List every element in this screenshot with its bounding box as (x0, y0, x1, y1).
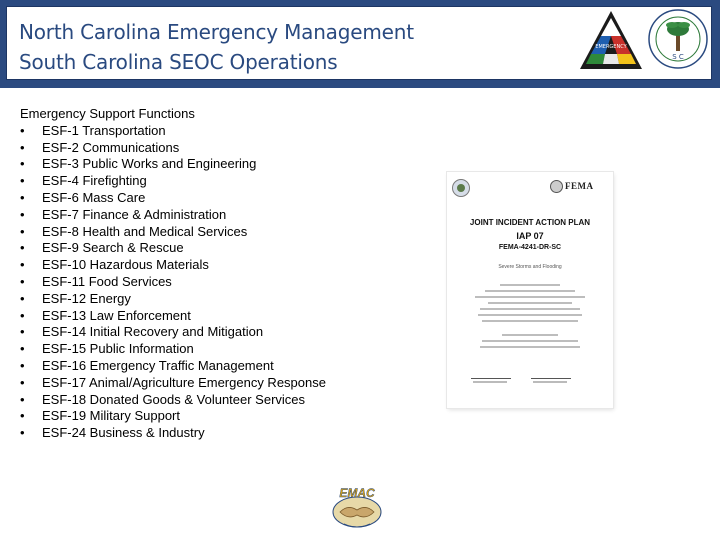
page-title-line-2: South Carolina SEOC Operations (19, 50, 338, 74)
list-item (20, 425, 342, 442)
bullet: • (20, 223, 25, 239)
list-item-label: ESF-10 Hazardous Materials (42, 257, 209, 273)
dhs-seal-icon (452, 179, 470, 197)
list-item-label: ESF-12 Energy (42, 290, 131, 306)
signer-name (533, 381, 567, 383)
page-title-line-1: North Carolina Emergency Management (19, 20, 414, 44)
list-item-label: ESF-6 Mass Care (42, 189, 146, 205)
list-item (20, 240, 342, 257)
bullet: • (20, 391, 25, 407)
doc-line (480, 308, 580, 310)
list-item (20, 224, 342, 241)
signer-name (473, 381, 507, 383)
doc-subtitle: Severe Storms and Flooding (498, 264, 562, 270)
list-item (20, 291, 342, 308)
list-item (20, 123, 342, 140)
list-item-label: ESF-7 Finance & Administration (42, 206, 227, 222)
fema-seal-icon (550, 180, 563, 193)
list-item-label: ESF-2 Communications (42, 139, 180, 155)
list-item-label: ESF-24 Business & Industry (42, 425, 205, 441)
emergency-management-triangle-icon (577, 8, 645, 72)
doc-line (478, 314, 582, 316)
list-item-label: ESF-9 Search & Rescue (42, 240, 184, 256)
list-item-label: ESF-19 Military Support (42, 408, 180, 424)
doc-line (475, 296, 585, 298)
signature-line (471, 368, 511, 379)
emac-logo-label: EMAC (339, 486, 375, 500)
list-item-label: ESF-18 Donated Goods & Volunteer Services (42, 391, 306, 407)
doc-line (480, 346, 580, 348)
list-item (20, 392, 342, 409)
esf-section (20, 106, 440, 442)
list-item (20, 341, 342, 358)
bullet: • (20, 290, 25, 306)
list-item-label: ESF-15 Public Information (42, 341, 194, 357)
list-item-label: ESF-11 Food Services (42, 273, 172, 289)
bullet: • (20, 257, 25, 273)
doc-line (485, 290, 575, 292)
list-item-label: ESF-17 Animal/Agriculture Emergency Response (42, 374, 326, 390)
list-item (20, 173, 342, 190)
bullet: • (20, 139, 25, 155)
list-item (20, 358, 342, 375)
bullet: • (20, 156, 25, 172)
bullet: • (20, 173, 25, 189)
list-item-label: ESF-16 Emergency Traffic Management (42, 357, 274, 373)
doc-line (482, 340, 578, 342)
bullet: • (20, 425, 25, 441)
list-item-label: ESF-13 Law Enforcement (42, 307, 191, 323)
doc-spacer (530, 326, 531, 330)
header-bar (0, 0, 720, 88)
bullet: • (20, 408, 25, 424)
bullet: • (20, 122, 25, 138)
doc-line (482, 320, 578, 322)
iap-document-image (447, 172, 613, 408)
bullet: • (20, 240, 25, 256)
list-item (20, 140, 342, 157)
list-item-label: ESF-1 Transportation (42, 122, 166, 138)
list-item (20, 375, 342, 392)
esf-list (20, 123, 440, 442)
list-item-label: ESF-4 Firefighting (42, 173, 147, 189)
doc-body-lines (469, 284, 591, 352)
emac-handshake-icon (330, 482, 384, 530)
bullet: • (20, 357, 25, 373)
list-item (20, 408, 342, 425)
list-item (20, 308, 342, 325)
doc-title: JOINT INCIDENT ACTION PLAN (469, 218, 591, 227)
list-item-label: ESF-3 Public Works and Engineering (42, 156, 257, 172)
signature-line (531, 368, 571, 379)
list-item (20, 156, 342, 173)
bullet: • (20, 273, 25, 289)
logo-right-label: S C (672, 53, 684, 61)
doc-number: IAP 07 (516, 231, 544, 241)
list-item (20, 257, 342, 274)
bullet: • (20, 341, 25, 357)
logo-left-label: EMERGENCY (595, 44, 627, 50)
list-item-label: ESF-14 Initial Recovery and Mitigation (42, 324, 264, 340)
south-carolina-seal-icon (648, 9, 708, 69)
list-item (20, 274, 342, 291)
bullet: • (20, 307, 25, 323)
list-item-label: ESF-8 Health and Medical Services (42, 223, 248, 239)
list-item (20, 207, 342, 224)
bullet: • (20, 189, 25, 205)
bullet: • (20, 206, 25, 222)
doc-agency: FEMA (565, 181, 594, 191)
doc-line (500, 284, 560, 286)
bullet: • (20, 324, 25, 340)
doc-line (502, 334, 558, 336)
doc-declaration: FEMA-4241-DR-SC (498, 244, 562, 251)
doc-line (488, 302, 572, 304)
list-item (20, 324, 342, 341)
esf-heading: Emergency Support Functions (20, 106, 195, 121)
bullet: • (20, 374, 25, 390)
list-item (20, 190, 342, 207)
